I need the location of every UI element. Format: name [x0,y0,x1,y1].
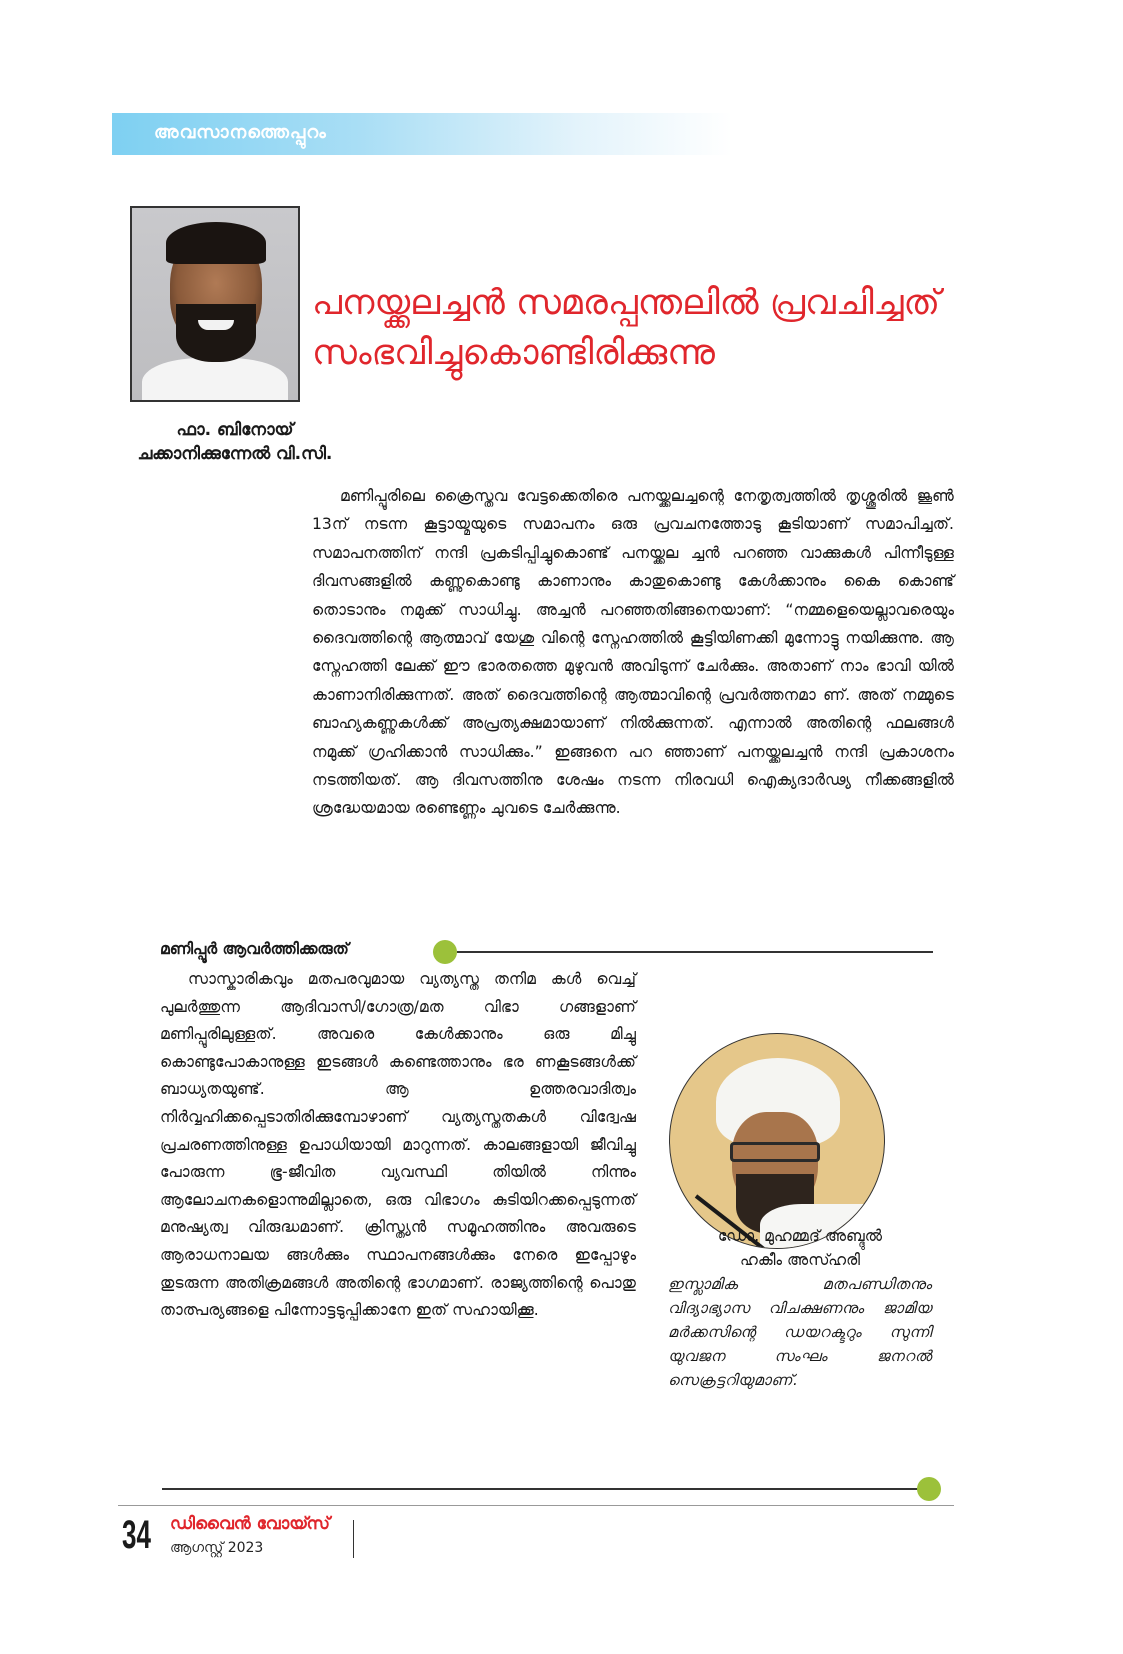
quoted-person-name-line-1: ഡോ. മുഹമ്മദ് അബ്ദുൽ [717,1227,883,1245]
quoted-person-caption [640,1224,960,1392]
section-body: സാസ്കാരികവും മതപരവുമായ വ്യത്യസ്ത തനിമ കൾ വെച്ച് പുലർത്തുന്ന ആദിവാസി/ഗോത്ര/മത വിഭാ ഗങ്ങളാണ് മണിപ്പൂരിലുള്ളത്. അവരെ കേൾക്കാനും ഒരു മിച്ചു കൊണ്ടുപോകാനുള്ള ഇടങ്ങൾ കണ്ടെത്താനും ഭര ണകൂടങ്ങൾക്ക് ബാധ്യതയുണ്ട്. ആ ഉത്തരവാദിത്വം നിർവ്വഹിക്കപ്പെടാതിരിക്കുമ്പോഴാണ് വ്യത്യസ്തതകൾ വിദ്വേഷ പ്രചരണത്തിനുള്ള ഉപാധിയായി മാറുന്നത്. കാലങ്ങളായി ജീവിച്ചു പോരുന്ന ഭൂ-ജീവിത വ്യവസ്ഥി തിയിൽ നിന്നും ആലോചനകളൊന്നുമില്ലാതെ, ഒരു വിഭാഗം കുടിയിറക്കപ്പെടുന്നത് മനുഷ്യത്വ വിരുദ്ധമാണ്. ക്രിസ്ത്യൻ സമൂഹത്തിനും അവരുടെ ആരാധനാലയ ങ്ങൾക്കും സ്ഥാപനങ്ങൾക്കും നേരെ ഇപ്പോഴും തുടരുന്ന അതിക്രമങ്ങൾ അതിന്റെ ഭാഗമാണ്. രാജ്യത്തിന്റെ പൊതു താത്പര്യങ്ങളെ പിന്നോട്ടടുപ്പിക്കാനേ ഇത് സഹായിക്കൂ. [160,970,636,1320]
author-photo-hair [166,222,266,264]
author-byline [100,418,370,466]
headline-line-1: പനയ്ക്കലച്ചൻ സമരപ്പന്തലിൽ പ്രവചിച്ചത് [312,283,941,323]
headline-line-2: സംഭവിച്ചുകൊണ്ടിരിക്കുന്നു [312,333,715,373]
author-name-line-2: ചക്കാനിക്കുന്നേൽ വി.സി. [137,444,333,464]
author-photo-beard [176,304,256,362]
author-photo-shirt [142,358,288,402]
author-photo-smile [198,320,234,330]
page-number: 34 [122,1513,151,1557]
section-body-block [160,966,636,1325]
bottom-divider [162,1488,922,1490]
footer-separator [353,1520,354,1558]
section-heading: മണിപ്പൂർ ആവർത്തിക്കരുത് [160,940,349,958]
quoted-person-name-line-2: ഹകീം അസ്ഹരി [739,1251,861,1269]
footer-rule [118,1505,954,1506]
author-photo [130,206,300,402]
lead-paragraph: മണിപ്പൂരിലെ ക്രൈസ്തവ വേട്ടക്കെതിരെ പനയ്ക്കലച്ചന്റെ നേതൃത്വത്തിൽ തൃശ്ശൂരിൽ ജൂൺ 13ന് നടന്ന കൂട്ടായ്മയുടെ സമാപനം ഒരു പ്രവചനത്തോടു കൂടിയാണ് സമാപിച്ചത്. സമാപനത്തിന് നന്ദി പ്രകടിപ്പിച്ചുകൊണ്ട് പനയ്ക്കല ച്ചൻ പറഞ്ഞ വാക്കുകൾ പിന്നീടുള്ള ദിവസങ്ങളിൽ കണ്ണുകൊണ്ടു കാണാനും കാതുകൊണ്ടു കേൾക്കാനും കൈ കൊണ്ട് തൊടാനും നമുക്ക് സാധിച്ചു. അച്ചൻ പറഞ്ഞതിങ്ങനെയാണ്: “നമ്മളെയെല്ലാവരെയും ദൈവത്തിന്റെ ആത്മാവ് യേശു വിന്റെ സ്നേഹത്തിൽ കൂട്ടിയിണക്കി മുന്നോട്ടു നയിക്കുന്നു. ആ സ്നേഹത്തി ലേക്ക് ഈ ഭാരതത്തെ മുഴുവൻ അവിടുന്ന് ചേർക്കും. അതാണ് നാം ഭാവി യിൽ കാണാനിരിക്കുന്നത്. അത് ദൈവത്തിന്റെ ആത്മാവിന്റെ പ്രവർത്തനമാ ണ്. അത് നമ്മുടെ ബാഹ്യകണ്ണുകൾക്ക് അപ്രത്യക്ഷമായാണ് നിൽക്കുന്നത്. എന്നാൽ അതിന്റെ ഫലങ്ങൾ നമുക്ക് ഗ്രഹിക്കാൻ സാധിക്കും.” ഇങ്ങനെ പറ ഞ്ഞാണ് പനയ്ക്കലച്ചൻ നന്ദി പ്രകാശനം നടത്തിയത്. ആ ദിവസത്തിനു ശേഷം നടന്ന നിരവധി ഐക്യദാർഢ്യ നീക്കങ്ങളിൽ ശ്രദ്ധേയമായ രണ്ടെണ്ണം ചുവടെ ചേർക്കുന്നു. [312,487,954,818]
photo-glasses [730,1142,820,1162]
issue-date: ആഗസ്റ്റ് 2023 [170,1540,264,1556]
section-bullet-dot-icon [433,940,457,964]
lead-paragraph-block [312,482,954,823]
bottom-bullet-dot-icon [917,1477,941,1501]
section-banner-label: അവസാനത്തെപ്പുറം [154,122,327,143]
quoted-person-photo [669,1033,885,1249]
section-banner [112,113,732,155]
magazine-name: ഡിവൈൻ വോയ്സ് [170,1514,330,1534]
author-name-line-1: ഫാ. ബിനോയ് [176,420,294,440]
section-divider [457,951,933,953]
headline [312,278,940,378]
quoted-person-role: ഇസ്ലാമിക മതപണ്ഡിതനും വിദ്യാഭ്യാസ വിചക്ഷണനും ജാമിയ മർക്കസിന്റെ ഡയറക്ടറും സുന്നി യുവജന സംഘം ജനറൽ സെക്രട്ടറിയുമാണ്. [668,1275,932,1389]
